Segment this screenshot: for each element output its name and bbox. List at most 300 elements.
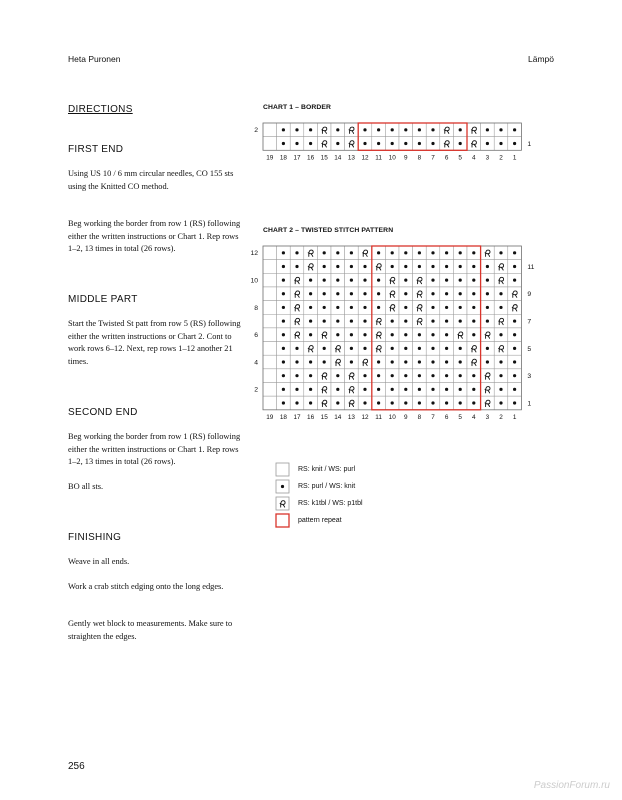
chart1-col-label: 8 bbox=[417, 154, 422, 162]
purl-dot-icon bbox=[513, 279, 516, 282]
purl-dot-icon bbox=[309, 128, 312, 131]
purl-dot-icon bbox=[377, 388, 380, 391]
purl-dot-icon bbox=[418, 142, 421, 145]
purl-dot-icon bbox=[418, 374, 421, 377]
purl-dot-icon bbox=[350, 319, 353, 322]
purl-dot-icon bbox=[295, 374, 298, 377]
purl-dot-icon bbox=[513, 251, 516, 254]
purl-dot-icon bbox=[282, 347, 285, 350]
purl-dot-icon bbox=[431, 292, 434, 295]
purl-dot-icon bbox=[459, 265, 462, 268]
purl-dot-icon bbox=[363, 128, 366, 131]
purl-dot-icon bbox=[309, 319, 312, 322]
purl-dot-icon bbox=[404, 333, 407, 336]
chart2-row-label: 10 bbox=[250, 277, 258, 285]
purl-dot-icon bbox=[363, 388, 366, 391]
purl-dot-icon bbox=[459, 347, 462, 350]
chart2-col-label: 13 bbox=[347, 413, 355, 421]
purl-dot-icon bbox=[499, 128, 502, 131]
purl-dot-icon bbox=[404, 142, 407, 145]
purl-dot-icon bbox=[472, 319, 475, 322]
purl-dot-icon bbox=[377, 251, 380, 254]
purl-dot-icon bbox=[499, 306, 502, 309]
purl-dot-icon bbox=[431, 279, 434, 282]
purl-dot-icon bbox=[513, 347, 516, 350]
purl-dot-icon bbox=[363, 265, 366, 268]
chart2-row-label: 11 bbox=[527, 263, 535, 271]
chart1-cell bbox=[345, 137, 359, 151]
chart2-cell bbox=[385, 287, 399, 301]
chart2-col-label: 14 bbox=[334, 413, 342, 421]
chart2-cell bbox=[317, 383, 331, 397]
legend-repeat-icon bbox=[276, 514, 289, 527]
chart1-col-label: 15 bbox=[320, 154, 328, 162]
purl-dot-icon bbox=[499, 360, 502, 363]
purl-dot-icon bbox=[418, 333, 421, 336]
purl-dot-icon bbox=[472, 265, 475, 268]
chart2-cell bbox=[494, 314, 508, 328]
purl-dot-icon bbox=[499, 333, 502, 336]
purl-dot-icon bbox=[486, 306, 489, 309]
purl-dot-icon bbox=[445, 347, 448, 350]
purl-dot-icon bbox=[377, 306, 380, 309]
purl-dot-icon bbox=[282, 401, 285, 404]
chart1-col-label: 7 bbox=[431, 154, 435, 162]
chart1-col-label: 3 bbox=[485, 154, 490, 162]
purl-dot-icon bbox=[336, 306, 339, 309]
purl-dot-icon bbox=[391, 265, 394, 268]
purl-dot-icon bbox=[431, 347, 434, 350]
purl-dot-icon bbox=[445, 319, 448, 322]
purl-dot-icon bbox=[350, 333, 353, 336]
purl-dot-icon bbox=[350, 279, 353, 282]
purl-dot-icon bbox=[404, 279, 407, 282]
chart2-cell bbox=[304, 342, 318, 356]
chart2-cell bbox=[453, 328, 467, 342]
purl-dot-icon bbox=[336, 374, 339, 377]
purl-dot-icon bbox=[309, 292, 312, 295]
chart2-row-label: 7 bbox=[527, 318, 532, 326]
purl-dot-icon bbox=[391, 333, 394, 336]
purl-dot-icon bbox=[472, 333, 475, 336]
paragraph-first-end-1: Using US 10 / 6 mm circular needles, CO 155 sts using the Knitted CO method. bbox=[68, 169, 234, 191]
purl-dot-icon bbox=[363, 306, 366, 309]
chart2-cell bbox=[481, 328, 495, 342]
purl-dot-icon bbox=[445, 292, 448, 295]
purl-dot-icon bbox=[513, 319, 516, 322]
purl-dot-icon bbox=[336, 401, 339, 404]
purl-dot-icon bbox=[431, 142, 434, 145]
chart1-cell bbox=[440, 123, 454, 137]
purl-dot-icon bbox=[459, 360, 462, 363]
purl-dot-icon bbox=[363, 292, 366, 295]
purl-dot-icon bbox=[459, 279, 462, 282]
paragraph-finishing-3: Gently wet block to measurements. Make sure to straighten the edges. bbox=[68, 619, 233, 641]
purl-dot-icon bbox=[486, 128, 489, 131]
chart2-col-label: 17 bbox=[293, 413, 301, 421]
purl-dot-icon bbox=[323, 306, 326, 309]
chart2-cell bbox=[385, 273, 399, 287]
chart2-cell bbox=[317, 328, 331, 342]
chart2-cell bbox=[372, 342, 386, 356]
chart2-cell bbox=[494, 342, 508, 356]
chart2-cell bbox=[263, 246, 277, 260]
chart2-cell bbox=[263, 396, 277, 410]
purl-dot-icon bbox=[445, 251, 448, 254]
purl-dot-icon bbox=[431, 251, 434, 254]
purl-dot-icon bbox=[513, 388, 516, 391]
chart2-cell bbox=[331, 342, 345, 356]
chart2-cell bbox=[263, 314, 277, 328]
chart2-col-label: 4 bbox=[472, 413, 476, 421]
chart2-col-label: 6 bbox=[444, 413, 449, 421]
purl-dot-icon bbox=[404, 388, 407, 391]
purl-dot-icon bbox=[350, 306, 353, 309]
purl-dot-icon bbox=[472, 401, 475, 404]
purl-dot-icon bbox=[431, 306, 434, 309]
chart2-col-label: 8 bbox=[417, 413, 422, 421]
chart2-cell bbox=[263, 342, 277, 356]
purl-dot-icon bbox=[418, 251, 421, 254]
purl-dot-icon bbox=[499, 388, 502, 391]
chart2-cell bbox=[345, 369, 359, 383]
chart2-cell bbox=[263, 301, 277, 315]
section-heading-second-end: SECOND END bbox=[68, 407, 138, 418]
section-heading-middle-part: MIDDLE PART bbox=[68, 294, 138, 305]
paragraph-second-end-2: BO all sts. bbox=[68, 482, 104, 491]
chart2-cell bbox=[263, 328, 277, 342]
purl-dot-icon bbox=[377, 128, 380, 131]
chart2-cell bbox=[372, 314, 386, 328]
purl-dot-icon bbox=[336, 319, 339, 322]
purl-dot-icon bbox=[350, 360, 353, 363]
chart2-title: CHART 2 – TWISTED STITCH PATTERN bbox=[263, 227, 394, 234]
chart2-cell bbox=[263, 260, 277, 274]
chart2-cell bbox=[263, 287, 277, 301]
purl-dot-icon bbox=[404, 319, 407, 322]
paragraph-finishing-2: Work a crab stitch edging onto the long edges. bbox=[68, 582, 224, 591]
chart2-col-label: 18 bbox=[279, 413, 287, 421]
purl-dot-icon bbox=[418, 347, 421, 350]
chart2-cell bbox=[508, 287, 522, 301]
purl-dot-icon bbox=[377, 292, 380, 295]
paragraph-second-end-1: Beg working the border from row 1 (RS) following either the written instructions or Chart 1. Rep rows 1–2, 13 times in total (26 rows). bbox=[68, 432, 241, 467]
purl-dot-icon bbox=[459, 374, 462, 377]
purl-dot-icon bbox=[323, 265, 326, 268]
paragraph-middle-part-1: Start the Twisted St patt from row 5 (RS) following either the written instructions or Chart 2. Cont to work rows 6–12. Next, rep rows 1–12 another 21 times. bbox=[68, 319, 241, 366]
purl-dot-icon bbox=[486, 265, 489, 268]
legend-label-twisted: RS: k1tbl / WS: p1tbl bbox=[298, 500, 363, 507]
purl-dot-icon bbox=[323, 292, 326, 295]
chart2-cell bbox=[263, 273, 277, 287]
chart2-cell bbox=[358, 355, 372, 369]
chart2-col-label: 7 bbox=[431, 413, 435, 421]
purl-dot-icon bbox=[363, 319, 366, 322]
purl-dot-icon bbox=[391, 374, 394, 377]
purl-dot-icon bbox=[391, 401, 394, 404]
chart1-grid bbox=[254, 123, 531, 161]
chart2-col-label: 2 bbox=[499, 413, 503, 421]
purl-dot-icon bbox=[459, 388, 462, 391]
chart2-col-label: 9 bbox=[404, 413, 408, 421]
chart2-col-label: 19 bbox=[266, 413, 274, 421]
chart2-col-label: 1 bbox=[512, 413, 517, 421]
purl-dot-icon bbox=[363, 347, 366, 350]
purl-dot-icon bbox=[418, 128, 421, 131]
purl-dot-icon bbox=[350, 292, 353, 295]
chart1-cell bbox=[263, 137, 277, 151]
chart2-cell bbox=[345, 396, 359, 410]
purl-dot-icon bbox=[445, 374, 448, 377]
chart2-cell bbox=[290, 273, 304, 287]
purl-dot-icon bbox=[404, 401, 407, 404]
legend-purl-dot-icon bbox=[281, 485, 284, 488]
purl-dot-icon bbox=[336, 265, 339, 268]
purl-dot-icon bbox=[445, 279, 448, 282]
purl-dot-icon bbox=[404, 128, 407, 131]
purl-dot-icon bbox=[459, 292, 462, 295]
purl-dot-icon bbox=[431, 128, 434, 131]
purl-dot-icon bbox=[431, 265, 434, 268]
chart1-cell bbox=[440, 137, 454, 151]
chart2-row-label: 8 bbox=[254, 304, 258, 312]
purl-dot-icon bbox=[295, 142, 298, 145]
purl-dot-icon bbox=[513, 265, 516, 268]
purl-dot-icon bbox=[486, 292, 489, 295]
purl-dot-icon bbox=[418, 401, 421, 404]
chart1-col-label: 12 bbox=[361, 154, 369, 162]
chart2-cell bbox=[467, 342, 481, 356]
chart2-cell bbox=[290, 328, 304, 342]
chart2-col-label: 15 bbox=[320, 413, 328, 421]
legend-label-purl: RS: purl / WS: knit bbox=[298, 483, 356, 490]
watermark: PassionForum.ru bbox=[533, 780, 610, 791]
chart2-col-label: 16 bbox=[307, 413, 315, 421]
purl-dot-icon bbox=[377, 360, 380, 363]
chart1-col-label: 17 bbox=[293, 154, 301, 162]
chart1-col-label: 10 bbox=[388, 154, 396, 162]
purl-dot-icon bbox=[404, 251, 407, 254]
purl-dot-icon bbox=[323, 251, 326, 254]
purl-dot-icon bbox=[459, 251, 462, 254]
chart1-col-label: 1 bbox=[512, 154, 517, 162]
purl-dot-icon bbox=[391, 388, 394, 391]
chart1-col-label: 6 bbox=[444, 154, 449, 162]
purl-dot-icon bbox=[445, 265, 448, 268]
purl-dot-icon bbox=[323, 279, 326, 282]
chart2-cell bbox=[508, 301, 522, 315]
chart2-cell bbox=[413, 273, 427, 287]
chart1-row-label: 2 bbox=[254, 127, 258, 135]
chart1-col-label: 5 bbox=[458, 154, 462, 162]
legend-label-repeat: pattern repeat bbox=[298, 517, 342, 524]
chart2-col-label: 5 bbox=[458, 413, 462, 421]
purl-dot-icon bbox=[404, 306, 407, 309]
chart2-row-label: 12 bbox=[250, 250, 258, 258]
purl-dot-icon bbox=[404, 292, 407, 295]
purl-dot-icon bbox=[363, 142, 366, 145]
purl-dot-icon bbox=[309, 306, 312, 309]
purl-dot-icon bbox=[282, 360, 285, 363]
purl-dot-icon bbox=[391, 128, 394, 131]
purl-dot-icon bbox=[282, 319, 285, 322]
chart2-cell bbox=[331, 355, 345, 369]
purl-dot-icon bbox=[499, 292, 502, 295]
purl-dot-icon bbox=[336, 292, 339, 295]
chart1-col-label: 16 bbox=[307, 154, 315, 162]
purl-dot-icon bbox=[391, 319, 394, 322]
purl-dot-icon bbox=[404, 374, 407, 377]
chart2-cell bbox=[290, 287, 304, 301]
purl-dot-icon bbox=[404, 360, 407, 363]
chart1-col-label: 14 bbox=[334, 154, 342, 162]
purl-dot-icon bbox=[499, 142, 502, 145]
purl-dot-icon bbox=[295, 347, 298, 350]
chart2-col-label: 11 bbox=[375, 413, 382, 421]
purl-dot-icon bbox=[323, 347, 326, 350]
chart2-col-label: 3 bbox=[485, 413, 490, 421]
chart2-cell bbox=[317, 396, 331, 410]
chart1-title: CHART 1 – BORDER bbox=[263, 104, 332, 111]
chart2-row-label: 4 bbox=[254, 359, 258, 367]
purl-dot-icon bbox=[295, 401, 298, 404]
purl-dot-icon bbox=[282, 292, 285, 295]
legend-symbols bbox=[276, 463, 289, 527]
purl-dot-icon bbox=[472, 306, 475, 309]
purl-dot-icon bbox=[336, 279, 339, 282]
purl-dot-icon bbox=[309, 142, 312, 145]
chart2-cell bbox=[317, 369, 331, 383]
chart1-col-label: 13 bbox=[347, 154, 355, 162]
purl-dot-icon bbox=[377, 142, 380, 145]
purl-dot-icon bbox=[309, 374, 312, 377]
chart2-cell bbox=[385, 301, 399, 315]
paragraph-first-end-2: Beg working the border from row 1 (RS) following either the written instructions or Chart 1. Rep rows 1–2, 13 times in total (26 rows). bbox=[68, 219, 241, 254]
purl-dot-icon bbox=[431, 388, 434, 391]
purl-dot-icon bbox=[418, 360, 421, 363]
purl-dot-icon bbox=[459, 142, 462, 145]
purl-dot-icon bbox=[282, 265, 285, 268]
chart2-col-label: 12 bbox=[361, 413, 369, 421]
chart2-row-label: 9 bbox=[527, 291, 532, 299]
chart2-cell bbox=[263, 369, 277, 383]
purl-dot-icon bbox=[472, 251, 475, 254]
purl-dot-icon bbox=[431, 374, 434, 377]
purl-dot-icon bbox=[499, 401, 502, 404]
purl-dot-icon bbox=[499, 374, 502, 377]
chart1-cell bbox=[467, 137, 481, 151]
purl-dot-icon bbox=[445, 388, 448, 391]
chart2-row-label: 5 bbox=[527, 345, 532, 353]
purl-dot-icon bbox=[336, 388, 339, 391]
purl-dot-icon bbox=[513, 374, 516, 377]
purl-dot-icon bbox=[391, 347, 394, 350]
purl-dot-icon bbox=[499, 251, 502, 254]
purl-dot-icon bbox=[282, 251, 285, 254]
purl-dot-icon bbox=[309, 401, 312, 404]
purl-dot-icon bbox=[431, 333, 434, 336]
purl-dot-icon bbox=[377, 374, 380, 377]
chart2-cell bbox=[481, 369, 495, 383]
chart2-grid bbox=[250, 246, 534, 421]
purl-dot-icon bbox=[486, 142, 489, 145]
chart2-cell bbox=[494, 260, 508, 274]
purl-dot-icon bbox=[513, 333, 516, 336]
chart1-cell bbox=[317, 123, 331, 137]
chart1-row-label: 1 bbox=[527, 140, 532, 148]
purl-dot-icon bbox=[363, 374, 366, 377]
chart2-cell bbox=[304, 246, 318, 260]
purl-dot-icon bbox=[472, 292, 475, 295]
purl-dot-icon bbox=[309, 279, 312, 282]
purl-dot-icon bbox=[363, 279, 366, 282]
purl-dot-icon bbox=[282, 374, 285, 377]
chart1-col-label: 4 bbox=[472, 154, 476, 162]
purl-dot-icon bbox=[486, 319, 489, 322]
chart2-cell bbox=[372, 260, 386, 274]
purl-dot-icon bbox=[513, 360, 516, 363]
directions-title: DIRECTIONS bbox=[68, 104, 133, 115]
purl-dot-icon bbox=[445, 306, 448, 309]
purl-dot-icon bbox=[295, 360, 298, 363]
purl-dot-icon bbox=[391, 142, 394, 145]
chart2-cell bbox=[481, 246, 495, 260]
page-number: 256 bbox=[68, 761, 85, 772]
purl-dot-icon bbox=[282, 333, 285, 336]
purl-dot-icon bbox=[431, 401, 434, 404]
chart2-cell bbox=[481, 396, 495, 410]
chart2-cell bbox=[263, 383, 277, 397]
purl-dot-icon bbox=[445, 360, 448, 363]
purl-dot-icon bbox=[377, 279, 380, 282]
purl-dot-icon bbox=[295, 251, 298, 254]
purl-dot-icon bbox=[459, 319, 462, 322]
chart1-col-label: 11 bbox=[375, 154, 382, 162]
purl-dot-icon bbox=[295, 265, 298, 268]
chart2-cell bbox=[413, 314, 427, 328]
purl-dot-icon bbox=[391, 360, 394, 363]
chart2-cell bbox=[494, 273, 508, 287]
purl-dot-icon bbox=[472, 374, 475, 377]
chart2-cell bbox=[467, 355, 481, 369]
chart2-row-label: 2 bbox=[254, 386, 258, 394]
paragraph-finishing-1: Weave in all ends. bbox=[68, 557, 130, 566]
purl-dot-icon bbox=[445, 333, 448, 336]
chart2-cell bbox=[358, 246, 372, 260]
chart2-cell bbox=[345, 383, 359, 397]
purl-dot-icon bbox=[309, 360, 312, 363]
section-heading-finishing: FINISHING bbox=[68, 532, 122, 543]
purl-dot-icon bbox=[282, 306, 285, 309]
purl-dot-icon bbox=[513, 401, 516, 404]
purl-dot-icon bbox=[513, 142, 516, 145]
purl-dot-icon bbox=[336, 251, 339, 254]
chart2-cell bbox=[413, 301, 427, 315]
chart1-cell bbox=[467, 123, 481, 137]
purl-dot-icon bbox=[486, 279, 489, 282]
purl-dot-icon bbox=[431, 319, 434, 322]
purl-dot-icon bbox=[404, 347, 407, 350]
chart2-cell bbox=[372, 328, 386, 342]
purl-dot-icon bbox=[459, 401, 462, 404]
purl-dot-icon bbox=[295, 388, 298, 391]
header-title: Lämpö bbox=[528, 54, 554, 64]
purl-dot-icon bbox=[459, 128, 462, 131]
purl-dot-icon bbox=[350, 347, 353, 350]
chart2-col-label: 10 bbox=[388, 413, 396, 421]
chart1-cell bbox=[317, 137, 331, 151]
legend-box-icon bbox=[276, 463, 289, 476]
